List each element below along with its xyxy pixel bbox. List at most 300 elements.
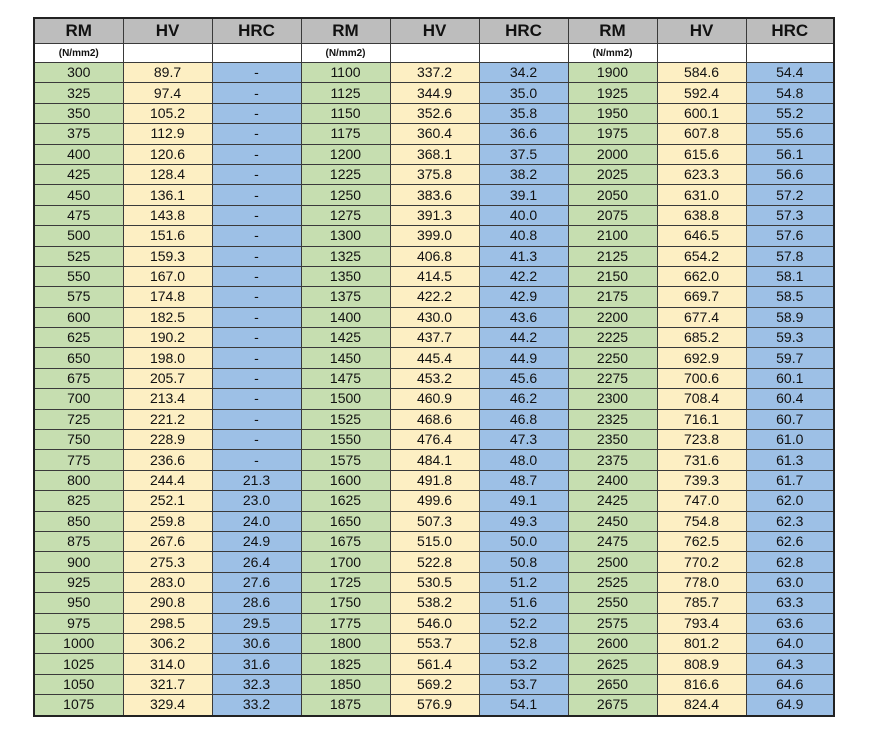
unit-row [34,44,834,63]
cell-hrc: 21.3 [212,470,301,490]
cell-hrc: 62.6 [746,531,834,551]
cell-hrc: 47.3 [479,430,568,450]
cell-rm: 475 [34,205,123,225]
cell-rm: 875 [34,531,123,551]
cell-hrc: 35.0 [479,83,568,103]
cell-hv: 638.8 [657,205,746,225]
cell-hrc: 63.3 [746,593,834,613]
cell-hv: 275.3 [123,552,212,572]
unit-label: (N/mm2) [301,44,390,63]
cell-rm: 2250 [568,348,657,368]
hardness-conversion-table [33,17,835,717]
cell-hrc: - [212,124,301,144]
cell-hv: 321.7 [123,674,212,694]
cell-hrc: 59.3 [746,328,834,348]
cell-rm: 1275 [301,205,390,225]
cell-rm: 2125 [568,246,657,266]
cell-rm: 2625 [568,654,657,674]
cell-hrc: 63.0 [746,572,834,592]
cell-hrc: - [212,144,301,164]
cell-hrc: 51.2 [479,572,568,592]
cell-hv: 731.6 [657,450,746,470]
cell-hrc: - [212,409,301,429]
table-row [34,307,834,327]
cell-rm: 2575 [568,613,657,633]
cell-rm: 775 [34,450,123,470]
cell-hv: 623.3 [657,164,746,184]
cell-hrc: - [212,368,301,388]
cell-hv: 213.4 [123,389,212,409]
cell-hv: 267.6 [123,531,212,551]
cell-hrc: 62.0 [746,491,834,511]
table-body [34,63,834,716]
cell-rm: 1450 [301,348,390,368]
table-row [34,450,834,470]
cell-rm: 900 [34,552,123,572]
cell-hv: 808.9 [657,654,746,674]
cell-rm: 925 [34,572,123,592]
cell-hv: 406.8 [390,246,479,266]
table-row [34,185,834,205]
cell-hrc: 64.6 [746,674,834,694]
cell-hv: 816.6 [657,674,746,694]
cell-hv: 499.6 [390,491,479,511]
cell-hv: 105.2 [123,103,212,123]
cell-hv: 770.2 [657,552,746,572]
cell-hrc: 54.8 [746,83,834,103]
cell-rm: 1800 [301,633,390,653]
table-row [34,593,834,613]
cell-hrc: 44.9 [479,348,568,368]
cell-hv: 662.0 [657,266,746,286]
cell-rm: 2325 [568,409,657,429]
cell-hrc: 51.6 [479,593,568,613]
cell-hv: 151.6 [123,226,212,246]
cell-hv: 290.8 [123,593,212,613]
cell-rm: 400 [34,144,123,164]
cell-hrc: - [212,205,301,225]
cell-hv: 747.0 [657,491,746,511]
cell-hv: 399.0 [390,226,479,246]
cell-hrc: 36.6 [479,124,568,144]
table-row [34,246,834,266]
cell-rm: 525 [34,246,123,266]
cell-hrc: 40.8 [479,226,568,246]
cell-hv: 584.6 [657,63,746,83]
cell-rm: 2075 [568,205,657,225]
cell-hrc: 55.6 [746,124,834,144]
cell-hrc: 42.2 [479,266,568,286]
cell-hv: 607.8 [657,124,746,144]
cell-rm: 2050 [568,185,657,205]
cell-hrc: 35.8 [479,103,568,123]
cell-hv: 259.8 [123,511,212,531]
cell-hv: 553.7 [390,633,479,653]
cell-rm: 450 [34,185,123,205]
cell-rm: 1150 [301,103,390,123]
cell-rm: 2675 [568,695,657,716]
cell-hrc: 57.6 [746,226,834,246]
cell-hrc: 24.0 [212,511,301,531]
cell-hv: 244.4 [123,470,212,490]
cell-hrc: 53.2 [479,654,568,674]
cell-rm: 1350 [301,266,390,286]
cell-hv: 236.6 [123,450,212,470]
cell-hrc: 38.2 [479,164,568,184]
cell-rm: 375 [34,124,123,144]
cell-rm: 2500 [568,552,657,572]
cell-rm: 500 [34,226,123,246]
cell-hrc: 61.0 [746,430,834,450]
column-header-rm: RM [568,18,657,44]
cell-hv: 283.0 [123,572,212,592]
cell-hv: 344.9 [390,83,479,103]
cell-hv: 538.2 [390,593,479,613]
cell-hv: 159.3 [123,246,212,266]
cell-rm: 2150 [568,266,657,286]
cell-hv: 476.4 [390,430,479,450]
cell-rm: 2425 [568,491,657,511]
cell-rm: 2525 [568,572,657,592]
cell-rm: 2200 [568,307,657,327]
cell-hv: 708.4 [657,389,746,409]
cell-rm: 1100 [301,63,390,83]
header-row [34,18,834,44]
cell-hrc: - [212,430,301,450]
cell-hv: 546.0 [390,613,479,633]
cell-hrc: 23.0 [212,491,301,511]
cell-hv: 778.0 [657,572,746,592]
cell-rm: 1900 [568,63,657,83]
cell-hrc: 59.7 [746,348,834,368]
cell-rm: 2100 [568,226,657,246]
unit-label [212,44,301,63]
unit-label: (N/mm2) [568,44,657,63]
cell-hv: 669.7 [657,287,746,307]
cell-rm: 2650 [568,674,657,694]
table-row [34,266,834,286]
column-header-hrc: HRC [746,18,834,44]
cell-rm: 850 [34,511,123,531]
cell-rm: 1775 [301,613,390,633]
cell-hrc: - [212,287,301,307]
table-row [34,328,834,348]
cell-rm: 825 [34,491,123,511]
table-row [34,633,834,653]
cell-hv: 692.9 [657,348,746,368]
cell-hrc: 30.6 [212,633,301,653]
cell-hrc: 54.1 [479,695,568,716]
table-row [34,103,834,123]
cell-hv: 97.4 [123,83,212,103]
conversion-table-container [33,17,835,717]
cell-hrc: - [212,185,301,205]
cell-hv: 383.6 [390,185,479,205]
cell-hv: 352.6 [390,103,479,123]
cell-hrc: 60.1 [746,368,834,388]
cell-hrc: 58.1 [746,266,834,286]
table-row [34,531,834,551]
cell-hrc: 28.6 [212,593,301,613]
cell-rm: 600 [34,307,123,327]
cell-rm: 1875 [301,695,390,716]
cell-rm: 1975 [568,124,657,144]
cell-rm: 325 [34,83,123,103]
cell-hv: 522.8 [390,552,479,572]
cell-hrc: 44.2 [479,328,568,348]
cell-hv: 198.0 [123,348,212,368]
cell-rm: 2550 [568,593,657,613]
cell-hv: 646.5 [657,226,746,246]
cell-hrc: 57.8 [746,246,834,266]
cell-hrc: 64.0 [746,633,834,653]
table-row [34,654,834,674]
cell-hv: 739.3 [657,470,746,490]
cell-rm: 1175 [301,124,390,144]
cell-hrc: 52.2 [479,613,568,633]
cell-rm: 575 [34,287,123,307]
table-row [34,164,834,184]
cell-hv: 654.2 [657,246,746,266]
unit-label [123,44,212,63]
cell-hrc: 52.8 [479,633,568,653]
cell-hv: 491.8 [390,470,479,490]
cell-hv: 414.5 [390,266,479,286]
cell-rm: 1750 [301,593,390,613]
cell-hrc: 54.4 [746,63,834,83]
cell-rm: 750 [34,430,123,450]
cell-hrc: 63.6 [746,613,834,633]
table-row [34,674,834,694]
cell-hv: 600.1 [657,103,746,123]
column-header-hv: HV [657,18,746,44]
cell-hv: 754.8 [657,511,746,531]
cell-hrc: - [212,63,301,83]
cell-hv: 793.4 [657,613,746,633]
cell-hrc: 27.6 [212,572,301,592]
cell-hrc: 64.9 [746,695,834,716]
cell-hv: 143.8 [123,205,212,225]
cell-hv: 360.4 [390,124,479,144]
cell-hrc: 60.4 [746,389,834,409]
cell-hv: 205.7 [123,368,212,388]
cell-rm: 300 [34,63,123,83]
cell-rm: 725 [34,409,123,429]
column-header-hv: HV [123,18,212,44]
cell-rm: 2025 [568,164,657,184]
cell-hv: 561.4 [390,654,479,674]
cell-rm: 650 [34,348,123,368]
cell-hrc: - [212,266,301,286]
cell-hrc: - [212,246,301,266]
cell-rm: 2450 [568,511,657,531]
cell-rm: 1025 [34,654,123,674]
cell-rm: 1375 [301,287,390,307]
cell-hrc: 56.6 [746,164,834,184]
cell-hrc: 57.2 [746,185,834,205]
table-row [34,124,834,144]
cell-hrc: 61.3 [746,450,834,470]
cell-rm: 2175 [568,287,657,307]
table-row [34,389,834,409]
cell-hv: 306.2 [123,633,212,653]
table-row [34,205,834,225]
cell-rm: 2350 [568,430,657,450]
cell-rm: 1575 [301,450,390,470]
cell-hrc: 49.1 [479,491,568,511]
cell-hv: 716.1 [657,409,746,429]
table-row [34,368,834,388]
cell-rm: 1675 [301,531,390,551]
cell-hrc: - [212,83,301,103]
table-row [34,144,834,164]
cell-rm: 1425 [301,328,390,348]
cell-rm: 1250 [301,185,390,205]
cell-rm: 2300 [568,389,657,409]
cell-hrc: 34.2 [479,63,568,83]
cell-hv: 391.3 [390,205,479,225]
cell-hv: 453.2 [390,368,479,388]
unit-label [390,44,479,63]
column-header-rm: RM [34,18,123,44]
cell-hrc: 31.6 [212,654,301,674]
cell-hrc: 41.3 [479,246,568,266]
cell-hv: 801.2 [657,633,746,653]
cell-rm: 1125 [301,83,390,103]
cell-hv: 468.6 [390,409,479,429]
column-header-hrc: HRC [212,18,301,44]
cell-hv: 128.4 [123,164,212,184]
table-row [34,83,834,103]
cell-hrc: 40.0 [479,205,568,225]
unit-label [746,44,834,63]
cell-hv: 785.7 [657,593,746,613]
cell-rm: 1050 [34,674,123,694]
cell-rm: 1725 [301,572,390,592]
cell-rm: 2275 [568,368,657,388]
cell-hv: 515.0 [390,531,479,551]
cell-hrc: 48.7 [479,470,568,490]
cell-hrc: 50.8 [479,552,568,572]
cell-rm: 1075 [34,695,123,716]
cell-hrc: 48.0 [479,450,568,470]
cell-rm: 800 [34,470,123,490]
cell-hrc: 46.8 [479,409,568,429]
cell-hrc: 55.2 [746,103,834,123]
cell-hrc: 45.6 [479,368,568,388]
cell-hv: 700.6 [657,368,746,388]
cell-rm: 1500 [301,389,390,409]
cell-hrc: - [212,226,301,246]
unit-label [479,44,568,63]
cell-hrc: 58.5 [746,287,834,307]
cell-hv: 430.0 [390,307,479,327]
cell-hv: 112.9 [123,124,212,144]
cell-rm: 425 [34,164,123,184]
cell-rm: 1550 [301,430,390,450]
cell-hv: 631.0 [657,185,746,205]
cell-rm: 1225 [301,164,390,184]
cell-rm: 1850 [301,674,390,694]
cell-rm: 1600 [301,470,390,490]
cell-hrc: 62.3 [746,511,834,531]
table-row [34,430,834,450]
table-row [34,572,834,592]
cell-rm: 975 [34,613,123,633]
cell-rm: 1300 [301,226,390,246]
cell-hrc: 32.3 [212,674,301,694]
cell-hrc: - [212,103,301,123]
cell-hv: 174.8 [123,287,212,307]
cell-rm: 1325 [301,246,390,266]
cell-rm: 1700 [301,552,390,572]
cell-hv: 507.3 [390,511,479,531]
cell-hrc: 42.9 [479,287,568,307]
cell-hv: 182.5 [123,307,212,327]
cell-hrc: 57.3 [746,205,834,225]
cell-hv: 228.9 [123,430,212,450]
cell-rm: 1650 [301,511,390,531]
cell-hv: 437.7 [390,328,479,348]
cell-rm: 950 [34,593,123,613]
cell-hrc: - [212,164,301,184]
cell-hv: 576.9 [390,695,479,716]
cell-hrc: 53.7 [479,674,568,694]
column-header-rm: RM [301,18,390,44]
cell-hv: 329.4 [123,695,212,716]
cell-hv: 824.4 [657,695,746,716]
cell-hv: 89.7 [123,63,212,83]
cell-rm: 550 [34,266,123,286]
unit-label [657,44,746,63]
cell-hv: 460.9 [390,389,479,409]
cell-hrc: - [212,328,301,348]
table-row [34,287,834,307]
cell-hv: 190.2 [123,328,212,348]
cell-hrc: 61.7 [746,470,834,490]
cell-hv: 445.4 [390,348,479,368]
table-row [34,491,834,511]
cell-hv: 368.1 [390,144,479,164]
cell-hrc: 43.6 [479,307,568,327]
cell-hv: 136.1 [123,185,212,205]
cell-hv: 723.8 [657,430,746,450]
table-row [34,226,834,246]
cell-hv: 677.4 [657,307,746,327]
cell-rm: 2600 [568,633,657,653]
cell-hv: 120.6 [123,144,212,164]
cell-hv: 167.0 [123,266,212,286]
cell-rm: 1000 [34,633,123,653]
cell-hv: 530.5 [390,572,479,592]
cell-hrc: - [212,450,301,470]
cell-rm: 350 [34,103,123,123]
cell-hrc: - [212,348,301,368]
cell-rm: 2000 [568,144,657,164]
cell-rm: 1475 [301,368,390,388]
cell-rm: 1950 [568,103,657,123]
cell-hrc: 62.8 [746,552,834,572]
cell-rm: 675 [34,368,123,388]
cell-hrc: 29.5 [212,613,301,633]
table-row [34,552,834,572]
cell-hv: 375.8 [390,164,479,184]
cell-rm: 1625 [301,491,390,511]
cell-hv: 252.1 [123,491,212,511]
cell-hv: 422.2 [390,287,479,307]
cell-hv: 569.2 [390,674,479,694]
cell-rm: 1525 [301,409,390,429]
